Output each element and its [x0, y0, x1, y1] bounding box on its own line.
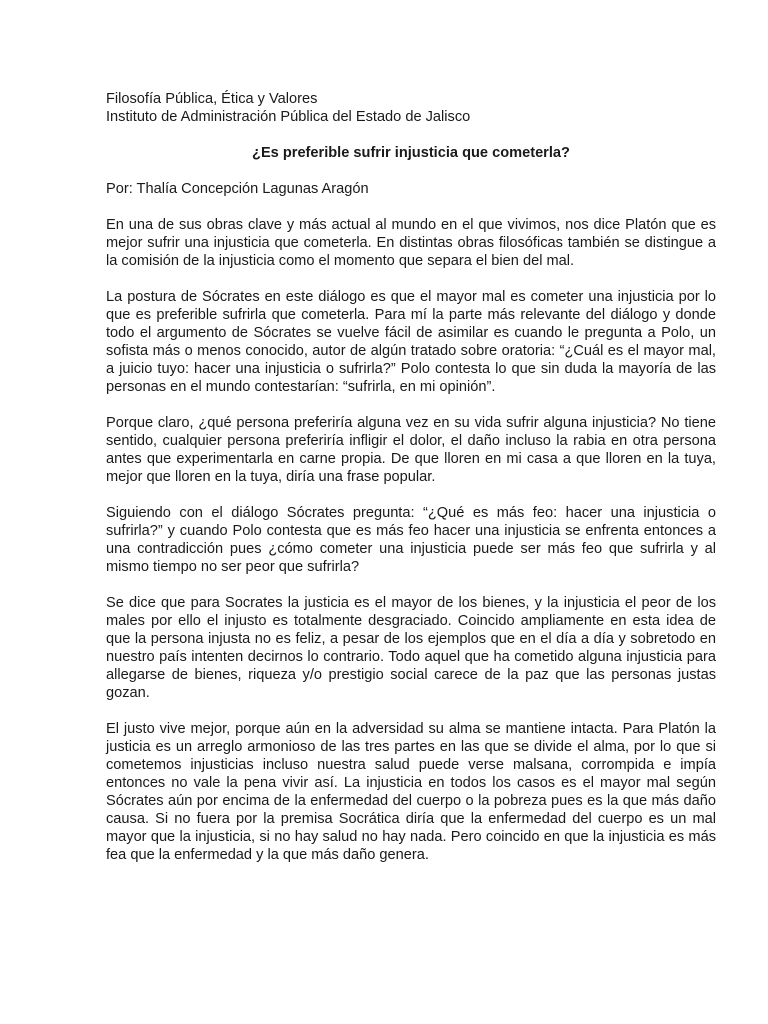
essay-title: ¿Es preferible sufrir injusticia que cometerla?	[252, 145, 570, 161]
paragraph-2: La postura de Sócrates en este diálogo es que el mayor mal es cometer una injusticia por lo que es preferible sufrirla que cometerla. Para mí la parte más relevante del diálogo y donde todo el argumento de Sócrates se vuelve fácil de asimilar es cuando le pregunta a Polo, un sofista más o menos conocido, autor de algún tratado sobre oratoria: “¿Cuál es el mayor mal, a juicio tuyo: hacer una injusticia o sufrirla?” Polo contesta lo que sin duda la mayoría de las personas en el mundo contestarían: “sufrirla, en mi opinión”.	[106, 289, 716, 395]
document-page	[106, 90, 716, 864]
paragraph-4: Siguiendo con el diálogo Sócrates pregunta: “¿Qué es más feo: hacer una injusticia o sufrirla?” y cuando Polo contesta que es más feo hacer una injusticia se enfrenta entonces a una contradicción pues ¿cómo cometer una injusticia puede ser más feo que sufrirla y al mismo tiempo no ser peor que sufrirla?	[106, 505, 716, 575]
author-line: Por: Thalía Concepción Lagunas Aragón	[106, 181, 369, 197]
institution-name: Instituto de Administración Pública del Estado de Jalisco	[106, 109, 471, 125]
paragraph-6: El justo vive mejor, porque aún en la adversidad su alma se mantiene intacta. Para Platón la justicia es un arreglo armonioso de las tres partes en las que se divide el alma, por lo que si cometemos injusticias incluso nuestra salud puede verse malsana, corrompida e impía entonces no vale la pena vivir así. La injusticia en todos los casos es el mayor mal según Sócrates aún por encima de la enfermedad del cuerpo o la pobreza pues es la que más daño causa. Si no fuera por la premisa Socrática diría que la enfermedad del cuerpo es un mal mayor que la injusticia, si no hay salud no hay nada. Pero coincido en que la injusticia es más fea que la enfermedad y la que más daño genera.	[106, 721, 716, 863]
course-title: Filosofía Pública, Ética y Valores	[106, 91, 318, 107]
paragraph-3: Porque claro, ¿qué persona preferiría alguna vez en su vida sufrir alguna injusticia? No tiene sentido, cualquier persona preferiría infligir el dolor, el daño incluso la rabia en otra persona antes que experimentarla en carne propia. De que lloren en mi casa a que lloren en la tuya, mejor que lloren en la tuya, diría una frase popular.	[106, 415, 716, 485]
paragraph-5: Se dice que para Socrates la justicia es el mayor de los bienes, y la injusticia el peor de los males por ello el injusto es totalmente desgraciado. Coincido ampliamente en esta idea de que la persona injusta no es feliz, a pesar de los ejemplos que en el día a día y sobretodo en nuestro país intenten decirnos lo contrario. Todo aquel que ha cometido alguna injusticia para allegarse de bienes, riqueza y/o prestigio social carece de la paz que las personas justas gozan.	[106, 595, 716, 701]
paragraph-1: En una de sus obras clave y más actual al mundo en el que vivimos, nos dice Platón que es mejor sufrir una injusticia que cometerla. En distintas obras filosóficas también se distingue a la comisión de la injusticia como el momento que separa el bien del mal.	[106, 217, 716, 269]
